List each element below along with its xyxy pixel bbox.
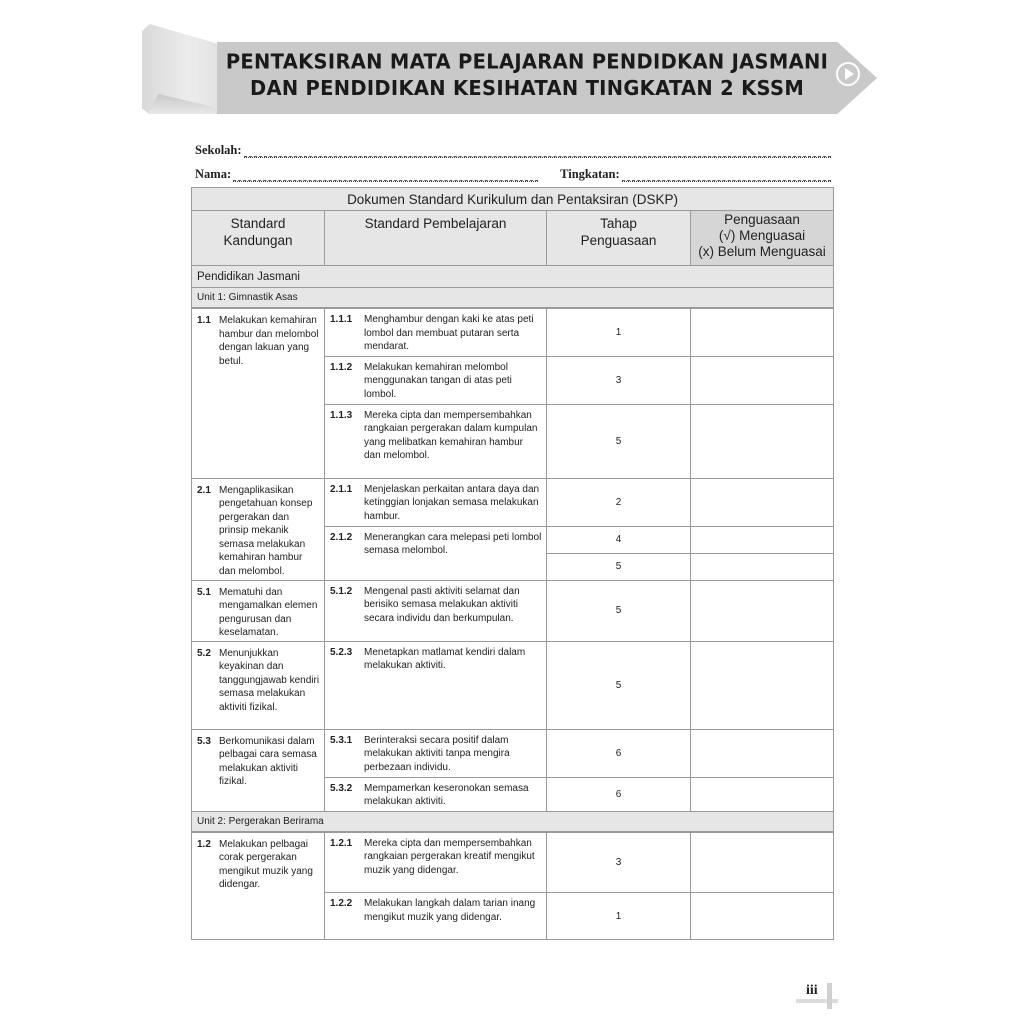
table-row (192, 832, 834, 893)
standard-kandungan-cell (192, 478, 325, 580)
tahap-cell: 3 (547, 356, 691, 404)
sk-number: 5.1 (197, 586, 211, 598)
header-tahap-penguasaan: Tahap Penguasaan (547, 211, 691, 266)
tahap-cell: 6 (547, 729, 691, 777)
dskp-table (191, 187, 834, 940)
table-row (192, 478, 834, 526)
form-level-label: Tingkatan: (560, 167, 620, 181)
header-standard-pembelajaran: Standard Pembelajaran (325, 211, 547, 266)
standard-pembelajaran-cell: 5.1.2 Mengenal pasti aktiviti selamat dan berisiko semasa melakukan aktiviti secara individu dan berkumpulan. (325, 580, 547, 641)
page-number: iii (806, 983, 818, 998)
student-info-form (195, 134, 831, 182)
table-row (192, 580, 834, 641)
sk-number: 1.1 (197, 315, 211, 326)
tahap-cell: 2 (547, 478, 691, 526)
unit-title: Unit 1: Gimnastik Asas (192, 288, 834, 309)
standard-pembelajaran-cell: 1.1.2 Melakukan kemahiran melombol menggunakan tangan di atas peti lombol. (325, 356, 547, 404)
standard-pembelajaran-cell: 5.3.2 Mempamerkan keseronokan semasa melakukan aktiviti. (325, 777, 547, 811)
table-row (192, 641, 834, 729)
standard-kandungan-cell (192, 580, 325, 641)
penguasaan-cell[interactable] (691, 478, 834, 526)
unit-row (192, 811, 834, 832)
penguasaan-cell[interactable] (691, 729, 834, 777)
standard-pembelajaran-cell: 1.1.1 Menghambur dengan kaki ke atas peti lombol dan membuat putaran serta mendarat. (325, 308, 547, 356)
standard-kandungan-cell (192, 641, 325, 729)
tahap-cell: 5 (547, 641, 691, 729)
tahap-cell: 5 (547, 553, 691, 580)
table-header-row (192, 211, 834, 266)
name-label: Nama: (195, 167, 232, 181)
standard-pembelajaran-cell: 2.1.2 Menerangkan cara melepasi peti lombol semasa melombol. (325, 526, 547, 580)
page-title (217, 49, 837, 102)
title-banner (140, 24, 880, 116)
penguasaan-cell[interactable] (691, 641, 834, 729)
form-level-field[interactable] (622, 171, 831, 182)
table-caption-row (192, 188, 834, 211)
tahap-cell: 6 (547, 777, 691, 811)
tahap-cell: 4 (547, 526, 691, 553)
sk-number: 2.1 (197, 484, 211, 496)
standard-pembelajaran-cell: 1.1.3 Mereka cipta dan mempersembahkan rangkaian pergerakan dalam kumpulan yang melibatkan kemahiran hambur dan melombol. (325, 404, 547, 478)
page-title-line-2: DAN PENDIDIKAN KESIHATAN TINGKATAN 2 KSSM (249, 76, 805, 101)
standard-kandungan-cell (192, 832, 325, 940)
sk-text: Melakukan pelbagai corak pergerakan mengikut muzik yang didengar. (219, 838, 313, 890)
school-row (195, 134, 831, 158)
sk-number: 5.3 (197, 735, 211, 747)
header-standard-kandungan: Standard Kandungan (192, 211, 325, 266)
penguasaan-cell[interactable] (691, 526, 834, 553)
table-row (192, 308, 834, 356)
penguasaan-cell[interactable] (691, 404, 834, 478)
sk-text: Mematuhi dan mengamalkan elemen pengurusan dan keselamatan. (219, 586, 318, 638)
tahap-cell: 1 (547, 893, 691, 940)
standard-pembelajaran-cell: 1.2.2 Melakukan langkah dalam tarian inang mengikut muzik yang didengar. (325, 893, 547, 940)
play-circle-icon (836, 62, 860, 86)
school-label: Sekolah: (195, 143, 242, 157)
penguasaan-cell[interactable] (691, 308, 834, 356)
penguasaan-cell[interactable] (691, 832, 834, 893)
penguasaan-cell[interactable] (691, 580, 834, 641)
section-title: Pendidikan Jasmani (192, 266, 834, 288)
sk-number: 1.2 (197, 838, 211, 850)
standard-kandungan-cell (192, 308, 325, 478)
page-number-mark (827, 983, 832, 1009)
tahap-cell: 5 (547, 580, 691, 641)
tahap-cell: 3 (547, 832, 691, 893)
standard-pembelajaran-cell: 1.2.1 Mereka cipta dan mempersembahkan rangkaian pergerakan kreatif mengikut muzik yang didengar. (325, 832, 547, 893)
standard-kandungan-cell (192, 729, 325, 811)
name-field[interactable] (233, 171, 538, 182)
penguasaan-cell[interactable] (691, 893, 834, 940)
standard-pembelajaran-cell: 2.1.1 Menjelaskan perkaitan antara daya dan ketinggian lonjakan semasa melakukan hambur. (325, 478, 547, 526)
sk-text: Melakukan kemahiran hambur dan melombol dengan lakuan yang betul. (219, 315, 319, 367)
page-title-line-1: PENTAKSIRAN MATA PELAJARAN PENDIDKAN JASMANI (225, 49, 829, 74)
section-row (192, 266, 834, 288)
sk-text: Menunjukkan keyakinan dan tanggungjawab kendiri semasa melakukan aktiviti fizikal. (219, 647, 320, 713)
standard-pembelajaran-cell: 5.2.3 Menetapkan matlamat kendiri dalam melakukan aktiviti. (325, 641, 547, 729)
school-field[interactable] (244, 147, 831, 158)
unit-row (192, 288, 834, 309)
sk-number: 5.2 (197, 647, 211, 659)
standard-pembelajaran-cell: 5.3.1 Berinteraksi secara positif dalam melakukan aktiviti tanpa mengira perbezaan individu. (325, 729, 547, 777)
tahap-cell: 5 (547, 404, 691, 478)
header-penguasaan: Penguasaan (√) Menguasai (x) Belum Menguasai (691, 211, 834, 266)
table-row (192, 729, 834, 777)
sk-text: Mengaplikasikan pengetahuan konsep pergerakan dan prinsip mekanik semasa melakukan kemahiran hambur dan melombol. (219, 484, 313, 577)
penguasaan-cell[interactable] (691, 356, 834, 404)
penguasaan-cell[interactable] (691, 553, 834, 580)
table-caption: Dokumen Standard Kurikulum dan Pentaksiran (DSKP) (192, 188, 834, 211)
unit-title: Unit 2: Pergerakan Berirama (192, 811, 834, 832)
penguasaan-cell[interactable] (691, 777, 834, 811)
name-row (195, 158, 831, 182)
sk-text: Berkomunikasi dalam pelbagai cara semasa melakukan aktiviti fizikal. (219, 735, 317, 787)
tahap-cell: 1 (547, 308, 691, 356)
